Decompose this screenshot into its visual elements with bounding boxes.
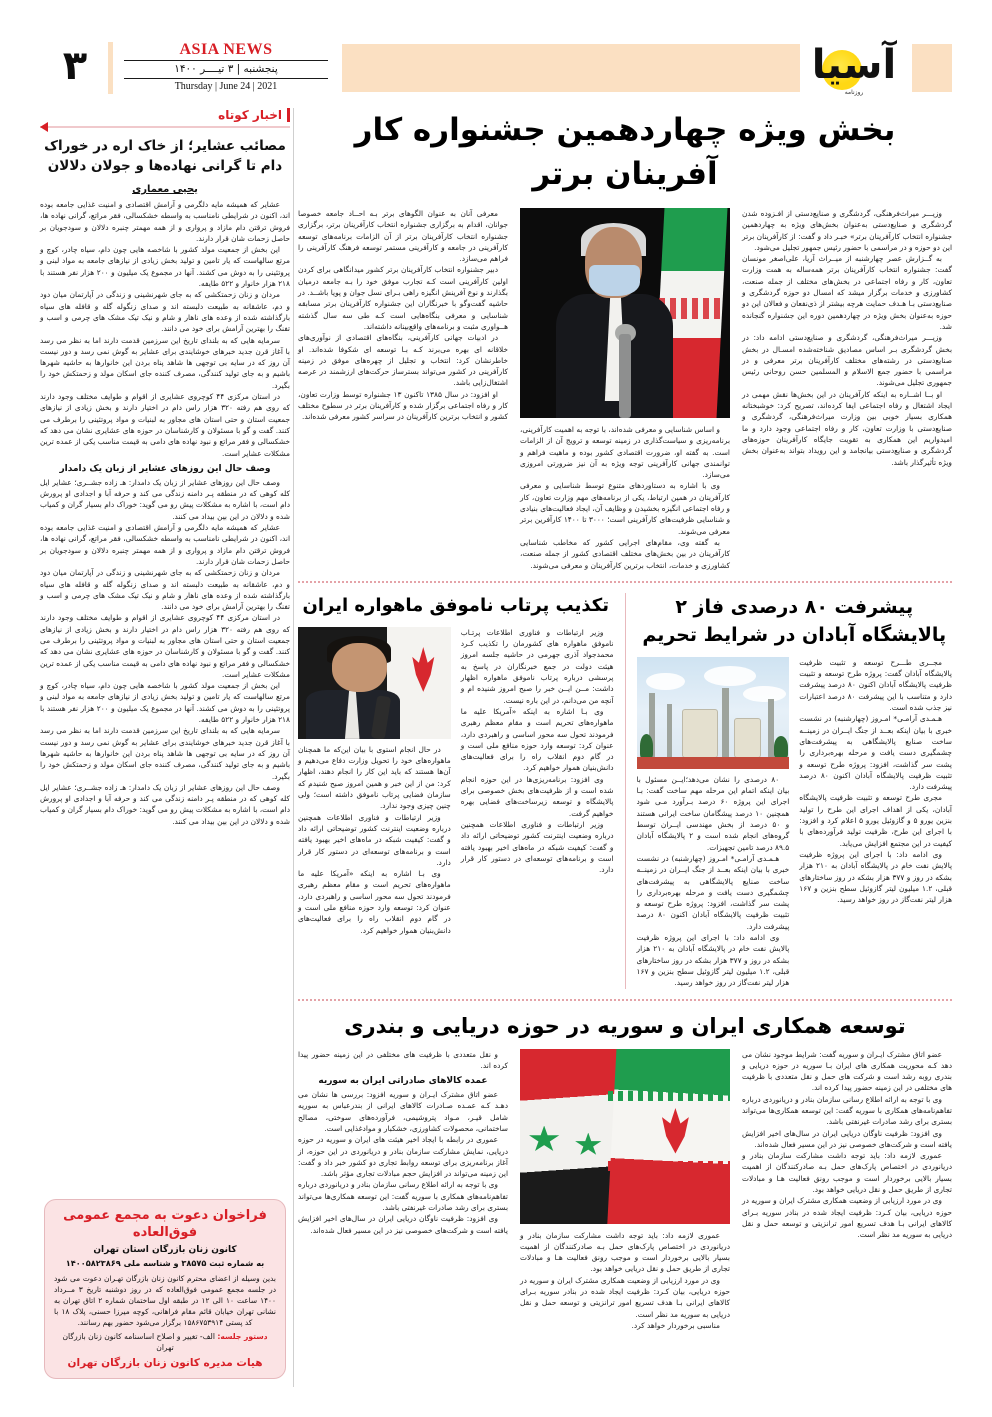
paragraph: عموری در رابطه با ایجاد اخیر هیئت های ایران و سوریه در حوزه دریایی، نمایش مشارکت سازمان بنادر و دریانوردی در این حوزه، از آغاز برنامه‌ریزی برای توسعه روابط تجاری دو کشور خبر داد و گفت: این زمینه می‌تواند در افزایش حجم مبادلات تجاری مؤثر باشد. xyxy=(298,1135,508,1179)
paragraph: در ادبیات جهانی کارآفرینی، بنگاه‌های اقتصادی از نوآوری‌های خلاقانه ای بهره می‌برند کـه بـا توسعه ای شکوفا شده‌اند. او خاطرنشان کرد: انتخاب و تجلیل از چهره‌های موفق در زمینه کارآفرینی در کشور می‌تواند بسترساز حرکت‌های ارزشمند در عرصه اشتغال‌زایی باشد. xyxy=(298,333,508,388)
bottom-story-columns xyxy=(298,1049,952,1332)
advert-signature: هیات مدیره کانون زنان بازرگان تهران xyxy=(67,1357,263,1369)
date-english: Thursday | June 24 | 2021 xyxy=(174,81,278,92)
tree xyxy=(774,736,788,758)
refinery-tower xyxy=(768,699,774,757)
paragraph: وزیـــر میراث‌فرهنگی، گردشگری و صنایع‌دستی ادامه داد: در بخش گردشگری بـر اساس مصادیق شناخته‌شده امسـال در بخش صنایع‌دستی در رشته‌های مختلف کارآفرینان برتر معرفی و در مراسمی با حضور جمع الاسلام و المسلمین حسن روحانی رئیس جمهوری تجلیل می‌شوند. xyxy=(742,333,952,388)
paragraph: وی در مورد ارزیابی از وضعیت همکاری مشترک ایران و سوریه در حوزه دریایی، بیان کـرد: ظرفیت ایجاد شده در بنادر سوریه بـرای کالاهای ایرانی بـا هدف تسریع امور ترانزیتی و توسعه حمل و نقل دریایی به سوریه مد نظر است. xyxy=(742,1196,952,1240)
paragraph: سرمایه هایی که به بلندای تاریخ این سرزمین قدمت دارند اما به نظر می رسد با آغاز قرن جدید خبرهای خوشایندی برای عشایر به گوش نمی رسد و دور نیست آن روز که در سایه بی توجهی ها شاهد پناه بردن این خانوارها به حاشیه شهرها باشیم و به جای تولید کنندگی، مصرف کننده جای اسکان مولد و زحمتکش خود را بگیرد. xyxy=(40,726,290,781)
bottom-headline: توسعه همکاری ایران و سوریه در حوزه دریایی و بندری xyxy=(344,1013,906,1038)
kicker-label: اخبار کوتاه xyxy=(218,108,282,122)
paragraph: ۸۰ درصدی را نشان می‌دهد؛ایــن مسئول با بیان اینکه اتمام این مرحله مهم ساخت گفت: بـا اجرای این پروژه ۶۰ درصد بـرآورد مـی شود همچنین ۱۰ درصد پیشگامان ساخت ایرانی هستند و ۵۰ درصد از بخش مهندسی ایــران توسط گروه‌های انجام شده است و ۲ پالایشگاه آبادان ۸۹.۵ درصد تامین تجهیزات. xyxy=(636,774,790,852)
paragraph: دبیر جشنواره انتخاب کارآفرینان برتر کشور میدانگاهی برای کردن اولین کارآفرینی است کـه تجارب موفق خود را بـه جامعه درمیان بگذارند و نوع آفرینش انگیزه راهی بـرای نسل جوان و پویا باشــد. در حاشیه گفت‌وگو با خبرنگاران این جشنواره کارآفرینان برتر مسابقه شناسایی و معرفی بنگاه‌هایی است کـه طی سه سال گذشته هــواوری مثبت و برنامه‌های واقع‌بینانه داشته‌اند. xyxy=(298,265,508,331)
kufic-band-bottom xyxy=(608,1161,730,1172)
story-refinery xyxy=(637,593,953,989)
logo-subtext: روزنامه xyxy=(844,89,864,96)
paragraph: عموری لازمه داد: باید توجه داشت مشارکت سازمان بنادر و دریانوردی در اختصاص پارک‌های حمل بـه صادرکنندگان از اهمیت بسیار بالایی برخوردار است و موجب رونق فعالیت هـا و مبادلات تجاری از طریق حمل و نقل دریایی خواهد بود. xyxy=(742,1151,952,1195)
refinery-tower xyxy=(722,688,729,757)
paragraph: به گفته وی، مقام‌های اجرایی کشور که مخاطب شناسایی کارآفرینان در بین بخش‌های مختلف اقتصادی کشور از جمله صنعت، کشاورزی و خدمات، انتخاب برترین کارآفرینان و معرفی می‌شوند. xyxy=(520,537,730,570)
paragraph: وی با توجه به ارائه اطلاع رسانی سازمان بنادر و دریانوردی درباره تفاهم‌نامه‌های همکاری با سوریه گفت: این توسعه همکاری‌ها می‌تواند بستری برای رشد صادرات غیرنفتی باشد. xyxy=(742,1094,952,1127)
sidebar-short-news xyxy=(40,108,290,1387)
tree xyxy=(640,734,654,759)
paragraph: مناسبی برخوردار خواهد کرد. xyxy=(631,1320,720,1330)
story-satellite xyxy=(298,593,614,989)
paragraph: وزیر ارتباطات و فناوری اطلاعات همچنین درباره وضعیت اینترنت کشور توضیحاتی ارائه داد و گفت: کیفیت شبکه در ماه‌های اخیر بهبود یافته است و برنامه‌های توسعه‌ای در دستور کار قرار دارد. xyxy=(460,819,614,875)
paragraph: وصف حال این روزهای عشایر از زبان یک دامدار: هـ زاده جشـ‌ـری؛ عشایر ایل کله کوهی که در منطقه پـر دامنه زندگی می کند و حرفه آبا و اجدادی او پرورش دام است، با اشاره به مشکلات پیش رو می گوید: خوراک دام بسیار گران و کمیاب شده و دلالان در این بین بیداد می کنند. xyxy=(40,782,290,826)
paragraph: مجــری طـــرح توسعه و تثبیت ظرفیت پالایشگاه آبادان گفت: پروژه طرح توسعه و تثبیت ظرفیت پالایشگاه آبادان اکنون ۸۰ درصد پیشرفت دارد و متناسب با این پیشرفت ۸۰ درصد اعتبارات نیز جذب شده است. xyxy=(799,657,952,713)
paragraph: هـمـدی آرامـی* امـروز (چهارشنبه) در نشست خبری با بیان اینکه بعــد از جنگ ایــران در زمینــه ساخت صنایع پالایشگاهی به پیشرفت‌های چشمگیری دست یافت و مرحله بهره‌برداری را پشت سر گذاشت، افزود: پروژه طرح توسعه و تثبیت ظرفیت پالایشگاه آبادان اکنون ۸۰ درصد پیشرفت دارد. xyxy=(799,714,952,792)
paragraph: وی افزود: ظرفیت ناوگان دریایی ایران در سال‌های اخیر افزایش یافته است و شرکت‌های خصوصی نیز در این مسیر فعال شده‌اند. xyxy=(742,1128,952,1149)
page-number: ۳ xyxy=(62,43,88,89)
sidebar-kicker xyxy=(40,108,290,122)
paragraph: وی افزود: برنامه‌ریزی‌ها در این حوزه انجام شده است و از ظرفیت‌های بخش خصوصی برای پالایشگاه و توسعه زیرساخت‌های فضایی بهره خواهیم گرفت. xyxy=(460,774,614,818)
lead-photo xyxy=(520,208,730,418)
refinery-photo xyxy=(637,657,790,769)
paragraph: عموری لازمه داد: باید توجه داشت مشارکت سازمان بنادر و دریانوردی در اختصاص پارک‌های حمل بـه صادرکنندگان از اهمیت بسیار بالایی برخوردار است و موجب رونق فعالیت هـا و مبادلات تجاری از طریق حمل و نقل دریایی خواهد بود. xyxy=(520,1230,730,1274)
section-divider-dotted-2 xyxy=(298,999,952,1001)
paragraph: وزیـــر میراث‌فرهنگی، گردشگری و صنایع‌دستی از افـزوده شدن گردشگری و صنایع‌دستی به‌عنوان بخش‌های ویژه به چهاردهمین جشنواره انتخاب کارآفرینان برتر» خبـر داد و گفت: از کارآفرینان برتر این دو حوزه و در مراسمی با حضور رئیس جمهور تجلیل می‌شود. xyxy=(742,209,952,252)
paragraph: وزیر ارتباطات و فناوری اطلاعات همچنین درباره وضعیت اینترنت کشور توضیحاتی ارائه داد و گفت: کیفیت شبکه در ماه‌های اخیر بهبود یافته است و برنامه‌های توسعه‌ای در دستور کار قرار دارد. xyxy=(298,812,451,867)
paragraph: عضو اتاق مشترک ایـران و سوریه افزود: بررسی ها نشان می دهـد کـه عمـده صـادرات کالاهای ایرانی از بندرعباس به سوریه شامل قیـر، مـواد پتروشیمی، فرآورده‌های سوختی، مصالح ساختمانی، محصولات کشاورزی، خشکبار و موادغذایی است. xyxy=(298,1090,508,1133)
refinery-tower xyxy=(667,704,672,758)
sidebar-subheading: وصف حال این روزهای عشایر از زبان یک دامدار xyxy=(59,463,271,474)
kicker-rule xyxy=(40,126,290,128)
masthead-divider xyxy=(108,42,113,94)
paragraph: در استان مرکزی ۴۴ کوچروی عشایری از اقوام و طوایف مختلف وجود دارند که روی هم رفته ۳۲۰ هزار راس دام در اختیار دارند و بخش زیادی از نیازهای جمعیت استان و حتی استان های مجاور به لبنیات و مواد پروتئینی را برطرف می کنند. گفت و گو با مسئولان و کارشناسان در حوزه های عشایری نشان می دهد که خشکسالی و فقر مراتع و نبود نهاده های دامی به قیمت مناسب یکی از عمده ترین مشکلات عشایر است. xyxy=(40,392,290,458)
refinery-columns xyxy=(637,657,953,989)
cloud xyxy=(743,686,786,702)
lead-headline: بخش ویژه چهاردهمین جشنواره کار آفرینان برتر xyxy=(354,112,896,192)
refinery-headline: پیشرفت ۸۰ درصدی فاز ۲ پالایشگاه آبادان در شرایط تحریم xyxy=(642,595,947,646)
satellite-photo xyxy=(298,627,451,739)
section-divider-dotted xyxy=(298,581,952,583)
advert-general-assembly[interactable] xyxy=(44,1199,286,1379)
paragraph: وی در مورد ارزیابی از وضعیت همکاری مشترک ایران و سوریه در حوزه دریایی، بیان کـرد: ظرفیت ایجاد شده در بنادر سوریه بـرای کالاهای ایرانی بـا هدف تسریع امور ترانزیتی و توسعه حمل و نقل دریایی به سوریه مد نظر است. xyxy=(520,1275,730,1319)
paragraph: و اساس شناسایی و معرفی شده‌اند، با توجه به اهمیت کارآفرینی، برنامه‌ریزی و سیاست‌گذاری در زمینه توسعه و ترویج آن از الزامات است. به گفته او، ضرورت اقتصادی کشور بوده و ماهیت فراهم و توانمندی جهانی کارآفرینی توجه ویژه به آن نیز ضرورتی امروزی می‌سازد. xyxy=(520,425,730,480)
cloud xyxy=(704,666,756,686)
paragraph: این بخش از جمعیت مولد کشور با شاخصه هایی چون دام، سیاه چادر، کوچ و مرتع سالهاست که یار تامین و تولید بخش زیادی از نیازهای جامعه به مواد لبنی و پروتئینی را به دوش می کشند. آنها در مجموع یک میلیون و ۲۰۰ هزار نفر هستند با ۲۱۸ هزار خانوار و ۵۲۲ طایفه. xyxy=(40,245,290,289)
paragraph: سرمایه هایی که به بلندای تاریخ این سرزمین قدمت دارند اما به نظر می رسد با آغاز قرن جدید خبرهای خوشایندی برای عشایر به گوش نمی رسد و دور نیست آن روز که در سایه بی توجهی ها شاهد پناه بردن این خانوارها به حاشیه شهرها باشیم و به جای تولید کنندگی، مصرف کننده جای اسکان مولد و زحمتکش خود را بگیرد. xyxy=(40,335,290,390)
brand-latin: ASIA NEWS xyxy=(179,41,273,58)
advert-title: فراخوان دعوت به مجمع عمومی فوق‌العاده xyxy=(63,1208,267,1240)
bottom-story xyxy=(298,1011,952,1332)
paragraph: عشایر که همیشه مایه دلگرمی و آرامش اقتصادی و امنیت غذایی جامعه بوده اند، اکنون در شرایطی نامناسب به واسطه خشکسالی، فقر مراتع، گرانی نهاده ها، فروش ترقتن دام مازاد و پرواری و از همه مهمتر چنبره دلالان و سودجویان بر حاصل زحمات شان قرار دارند. xyxy=(40,523,290,566)
paragraph: وصف حال این روزهای عشایر از زبان یک دامدار: هـ زاده جشـ‌ـری؛ عشایر ایل کله کوهی که در منطقه پـر دامنه زندگی می کند و حرفه آبا و اجدادی او پرورش دام است، با اشاره به مشکلات پیش رو می گوید: خوراک دام بسیار گران و کمیاب شده و دلالان در این بین بیداد می کنند. xyxy=(40,477,290,521)
paragraph: به گــزارش عصر چهارشنبه از میــراث آریا، علی‌اصغر مونسان گفت: جشنواره انتخاب کارآفرینان برتر همه‌ساله به همت وزارت تعاون، کار و رفاه اجتماعی در بخش‌های مختلف از جمله صنعت، کشاورزی و خدمات برگزار میشد که امسال دو حوزه گردشگری و صنایع‌دستی بـا هـدف حمایت هرچه بیشتر از ذی‌نفعان و فعالان این دو حوزه به‌عنوان بخش ویژه در چهاردهمین دوره این جشنواره گنجانده شد. xyxy=(742,254,952,331)
pane-separator xyxy=(625,593,626,989)
refinery-ground xyxy=(637,757,790,769)
face-mask xyxy=(589,265,639,297)
paragraph: و نقل متعددی با ظرفیت های مختلفی در این زمینه حضور پیدا کرده اند. xyxy=(298,1049,508,1070)
masthead-band-right xyxy=(912,44,952,92)
bottom-column-left xyxy=(298,1049,508,1332)
sidebar-headline: مصائب عشایر؛ از خاک اره در خوراک دام تا گرانی نهاده‌ها و جولان دلالان xyxy=(44,138,286,174)
kicker-bar-icon xyxy=(287,108,290,122)
paragraph: وی ادامه داد: با اجرای این پروژه ظرفیت پالایش نفت خام در پالایشگاه آبادان به ۲۱۰ هزار بشکه در روز و ۳۷۷ هزار بشکه در روز ساختارهای قبلی، ۱.۲ میلیون لیتر گازوئیل سطح بنزین و ۱۶۷ هزار لیتر نفت‌گاز در روز خواهد رسید. xyxy=(636,933,790,988)
sidebar-body-cont xyxy=(40,477,290,827)
microphone-stem xyxy=(619,334,632,418)
person-head xyxy=(332,643,387,692)
paragraph: وزیر ارتباطات و فناوری اطلاعات پرتـاب ناموفق ماهواره های کشورمان را تکذیب کـرد محمدجواد آذری جهرمی در حاشیه جلسه امروز هیئت دولت در جمع خبرنگاران در پاسخ به پرسشی درباره پرتاب ناموفق ماهواره اظهار داشت: مــن ایــن خبر را صبح امروز شنیده ام و آنچه من می‌دانم، در این باره نیست. xyxy=(460,627,614,705)
paragraph: عضو اتاق مشترک ایـران و سوریه گفت: شرایط موجود نشان می دهد کـه محوریت همکاری های ایران بـا سوریه در حوزه دریایی و بندری روبه رشد است و شرکت های حمل و نقل متعددی با ظرفیت های مختلفی در این زمینه حضور پیدا کرده اند. xyxy=(742,1049,952,1093)
masthead-band xyxy=(342,44,800,92)
lead-column-left xyxy=(298,208,508,571)
satellite-text-right xyxy=(461,627,614,936)
kufic-band-top xyxy=(608,1091,730,1102)
asia-logo xyxy=(804,38,904,100)
paragraph: در استان مرکزی ۴۴ کوچروی عشایری از اقوام و طوایف مختلف وجود دارند که روی هم رفته ۳۲۰ هزار راس دام در اختیار دارند و بخش زیادی از نیازهای جمعیت استان و حتی استان های مجاور به لبنیات و مواد پروتئینی را برطرف می کنند. گفت و گو با مسئولان و کارشناسان در حوزه های عشایری نشان می دهد که خشکسالی و فقر مراتع و نبود نهاده های دامی به قیمت مناسب یکی از عمده ترین مشکلات عشایر است. xyxy=(40,613,290,679)
advert-registration: به شماره ثبت ۳۸۵۷۵ و شناسه ملی ۱۴۰۰۵۸۲۳۸۶۹ xyxy=(65,1258,265,1268)
refinery-media-col xyxy=(637,657,790,989)
cloud xyxy=(646,673,686,691)
paragraph: وی با اشاره به دستاوردهای متنوع توسط شناسایی و معرفی کارآفرینان در همین ارتباط، یکی از برنامه‌های مهم وزارت تعاون، کار و رفاه اجتماعی انگیزه بخشیدن و وظایف آن، ایجاد فعالیت‌های بنیادی و شناسایی ظرفیت‌های کارآفرینی است؛ ۳۰۰۰ تا ۱۴۰۰ کارآفرین برتر معرفی می‌شوند. xyxy=(520,481,731,536)
rule-bottom xyxy=(124,78,328,79)
masthead-identity xyxy=(118,40,334,94)
bottom-column-right xyxy=(742,1049,952,1332)
lead-column-middle xyxy=(520,208,730,571)
paragraph: وی افزود: ظرفیت ناوگان دریایی ایران در سال‌های اخیر افزایش یافته است و شرکت‌های خصوصی نیز در این مسیر فعال شده‌اند. xyxy=(298,1214,508,1235)
paragraph: این بخش از جمعیت مولد کشور با شاخصه هایی چون دام، سیاه چادر، کوچ و مرتع سالهاست که یار تامین و تولید بخش زیادی از نیازهای جامعه به مواد لبنی و پروتئینی را به دوش می کشند. آنها در مجموع یک میلیون و ۲۰۰ هزار نفر هستند با ۲۱۸ هزار خانوار و ۵۲۲ طایفه. xyxy=(40,681,290,725)
refinery-text-right xyxy=(799,657,952,989)
sidebar-body xyxy=(40,199,290,459)
satellite-columns xyxy=(298,627,614,936)
bottom-column-middle xyxy=(520,1049,730,1332)
paragraph: مردان و زنان زحمتکشی که به جای شهرنشینی و زندگی در آپارتمان میان دود و دم، عاشقانه به طبیعت دلبسته اند و صدای زنگوله گله و قافله های سیاه بارگذاشته شده از وعده های ناهار و شام و نیک تیک مشک های چرمی و اسب و تفنگ را بهترین آرامش برای خود می دانند. xyxy=(40,568,290,612)
main-content xyxy=(298,108,952,1387)
paragraph: وی بـا اشاره به اینکه «آمریکا علیه ما ماهواره‌های تحریم است و مقام معظم رهبری فرمودند تحول سه محور اساسی و راهبردی دارد، عنوان کرد: توسعه وارد حوزه منافع ملی است و در گام دوم انقلاب راه را برای فعالیت‌های دانش‌بنیان هموار خواهیم کرد. xyxy=(460,706,614,773)
paragraph: او افزود: در سال ۱۳۸۵ تاکنون ۱۳ جشنواره توسط وزارت تعاون، کار و رفاه اجتماعی برگزار شده و کارآفرینان برتر در سطوح مختلف کشور و انتخاب برترین کارآفرینان در سراسر کشور معرفی شده‌اند. xyxy=(298,389,508,422)
bottom-subheading: عمده کالاهای صادراتی ایران به سوریه xyxy=(318,1076,488,1087)
flags-photo xyxy=(520,1049,730,1224)
paragraph: معرفی آنان به عنوان الگوهای برتر بـه احــاد جامعه خصوصا جوانان، اقدام به برگزاری جشنواره انتخاب کارآفرینان برتر، برگزاری جشنواره انتخاب کارآفرینان برتر از آن الزامات برنامه‌های توسعه کارآفرینی در جامعه و کارآفرینی مستمر توسعه فرهنگ کارآفرینی را فراهم می‌سازد. xyxy=(298,209,508,264)
refinery-tank xyxy=(734,718,760,758)
lead-column-right xyxy=(742,208,952,571)
column-divider xyxy=(293,108,294,1387)
logo-wordmark: آسیا xyxy=(811,42,897,88)
paragraph: وی بـا اشاره به اینکه «آمریکا علیه ما ماهواره‌های تحریم است و مقام معظم رهبری فرمودند تحول سه محور اساسی و راهبردی دارد، عنوان کرد: توسعه وارد حوزه منافع ملی است و در گام دوم انقلاب راه را برای فعالیت‌های دانش‌بنیان هموار خواهیم کرد. xyxy=(298,869,451,935)
rule-top xyxy=(124,60,328,61)
paragraph: عشایر که همیشه مایه دلگرمی و آرامش اقتصادی و امنیت غذایی جامعه بوده اند، اکنون در شرایطی نامناسب به واسطه خشکسالی، فقر مراتع، گرانی نهاده ها، فروش ترقتن دام مازاد و پرواری و از همه مهمتر چنبره دلالان و سودجویان بر حاصل زحمات شان قرار دارند. xyxy=(40,200,290,243)
paragraph: مجری طرح توسعه و تثبیت ظرفیت پالایشگاه آبادان، یکی از اهداف اجرای این طرح را تولید بنزین یورو ۵ و گازوئیل یورو ۵ اعلام کرد و افزود: با اجرای این طرح، ظرفیت تولید فرآورده‌های با کیفیت در این مجتمع افزایش می‌یابد. xyxy=(799,793,952,848)
advert-body: بدین وسیله از اعضای محترم کانون زنان بازرگان تهـران دعوت می شود در جلسه مجمع عمومی فوق‌العاده که در روز دوشنبه تاریخ ۳ مــرداد ۱۴۰۰ ساعت ۱۰ الی ۱۲ در طبقه اول ساختمان شماره ۲ اتاق تهران به نشانی تهران خیابان قائم مقام فراهانی، کوچه میرزا حسنی، پلاک ۱۸ با کد پستی ۱۵۸۶۷۵۳۹۱۴ برگزار می‌شود حضور بهم رسانند. xyxy=(54,1274,276,1327)
sidebar-byline: یحیی معماری xyxy=(132,184,198,195)
paragraph: مردان و زنان زحمتکشی که به جای شهرنشینی و زندگی در آپارتمان میان دود و دم، عاشقانه به طبیعت دلبسته اند و صدای زنگوله گله و قافله های سیاه بارگذاشته شده از وعده های ناهار و شام و نیک تیک مشک های چرمی و اسب و تفنگ را بهترین آرامش برای خود می دانند. xyxy=(40,290,290,334)
refinery-tank xyxy=(682,709,718,758)
date-persian: پنجشنبه | ۳ تیــــر ۱۴۰۰ xyxy=(174,63,278,75)
paragraph: وی ادامه داد: با اجرای این پروژه ظرفیت پالایش نفت خام در پالایشگاه آبادان به ۲۱۰ هزار بشکه در روز و ۳۷۷ هزار بشکه در روز ساختارهای قبلی، ۱.۲ میلیون لیتر گازوئیل سطح بنزین و ۱۶۷ هزار لیتر نفت‌گاز در روز خواهد رسید. xyxy=(799,849,952,905)
advert-agenda-text: الف- تغییر و اصلاح اساسنامه کانون زنان بازرگان تهران xyxy=(62,1332,215,1352)
paragraph: وی با توجه به ارائه اطلاع رسانی سازمان بنادر و دریانوردی درباره تفاهم‌نامه‌های همکاری با سوریه گفت: این توسعه همکاری‌ها می‌تواند بستری برای رشد صادرات غیرنفتی باشد. xyxy=(298,1180,508,1213)
advert-agenda xyxy=(54,1331,276,1353)
lead-story xyxy=(298,108,952,571)
paragraph: او بــا اشــاره به اینکه کارآفرینان در این بخش‌ها نقش مهمی در ایجاد اشتغال و رفاه اجتماعی ایفا کرده‌اند، تصریح کرد: خوشبختانه همکاری بسیار خوبی بین وزارت میراث‌فرهنگی، گردشگری و صنایع‌دستی با وزارت تعاون، کار و رفاه اجتماعی وجود دارد و ما امیدواریم این همکاری به تقویت جایگاه کارآفرینان حوزه‌های گردشگری و صنایع‌دستی بیانجامد و این رویداد بتواند به‌عنوان بخش ویژه تأثیرگذار باشد. xyxy=(742,389,952,467)
mid-stories xyxy=(298,593,952,989)
advert-agenda-label: دستور جلسه: xyxy=(217,1332,268,1341)
play-triangle-icon xyxy=(40,122,48,132)
masthead xyxy=(40,38,952,100)
advert-organization: کانون زنان بازرگان استان تهران xyxy=(93,1245,237,1255)
satellite-media-col xyxy=(298,627,451,936)
paragraph: در حال انجام استوی با بیان این‌که ما همچنان ماهواره‌های خود را تحویل وزارت دفاع می‌دهیم و آن‌ها هستند که باید این کار را انجام دهند، اظهار کرد: من از این خبر و همین امروز صبح شنیدم که سازمان فضایی پرتاب ناموفق داشته است؛ ولی چنین چیزی وجود ندارد. xyxy=(298,744,451,811)
paragraph: هـمـدی آرامـی* امـروز (چهارشنبه) در نشست خبری با بیان اینکه بعــد از جنگ ایــران در زمینــه ساخت صنایع پالایشگاهی به پیشرفت‌های چشمگیری دست یافت و مرحله بهره‌برداری را پشت سر گذاشت، افزود: پروژه طرح توسعه و تثبیت ظرفیت پالایشگاه آبادان اکنون ۸۰ درصد پیشرفت دارد. xyxy=(636,853,790,931)
satellite-headline: تکذیب پرتاب ناموفق ماهواره ایران xyxy=(302,594,609,616)
lead-story-columns xyxy=(298,208,952,571)
